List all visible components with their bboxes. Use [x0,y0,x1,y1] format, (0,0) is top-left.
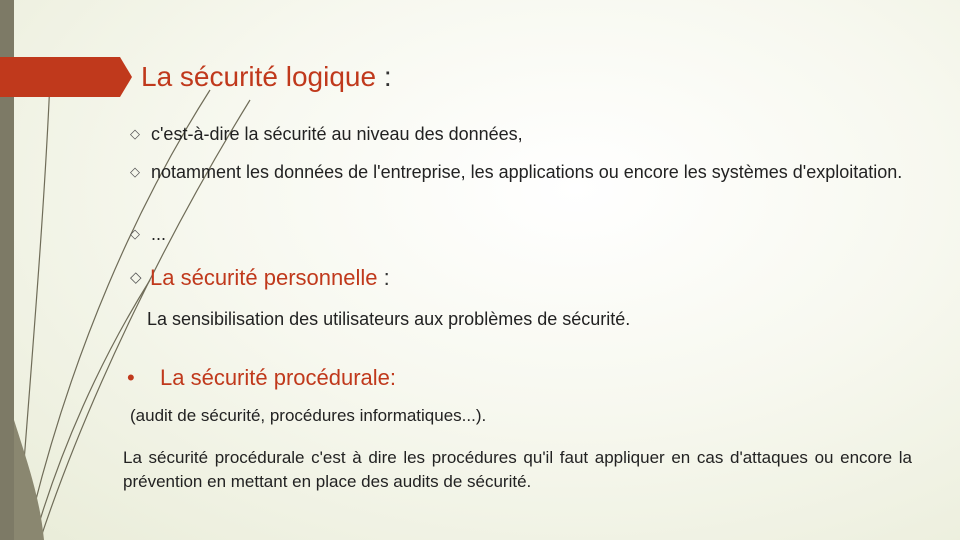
section-personnelle-heading [150,264,390,292]
bullet-item-1: c'est-à-dire la sécurité au niveau des données, [151,124,523,144]
diamond-bullet-icon: ◇ [130,269,142,286]
diamond-bullet-icon: ◇ [130,126,140,141]
slide-title [141,57,392,97]
section-procedurale-subtext: (audit de sécurité, procédures informatiques...). [130,406,487,425]
title-accent-tab [0,57,120,97]
diamond-bullet-icon: ◇ [130,226,140,241]
bullet-item-3: ... [151,224,167,244]
bullet-item-2: notamment les données de l'entreprise, les applications ou encore les systèmes d'exploitation. [151,162,903,182]
section-personnelle-text: La sensibilisation des utilisateurs aux problèmes de sécurité. [147,309,631,329]
section-personnelle-colon: : [383,265,390,290]
round-bullet-icon: • [127,365,135,390]
slide-title-colon: : [383,61,392,92]
slide-title-text: La sécurité logique [141,61,377,92]
section-procedurale-paragraph: La sécurité procédurale c'est à dire les procédures qu'il faut appliquer en cas d'attaques ou encore la prévention en mettant en place des audits de sécurité. [123,448,912,491]
section-personnelle-heading-text: La sécurité personnelle [150,265,378,290]
diamond-bullet-icon: ◇ [130,164,140,179]
section-procedurale-heading: La sécurité procédurale: [160,365,397,390]
title-accent-arrow [120,57,132,97]
